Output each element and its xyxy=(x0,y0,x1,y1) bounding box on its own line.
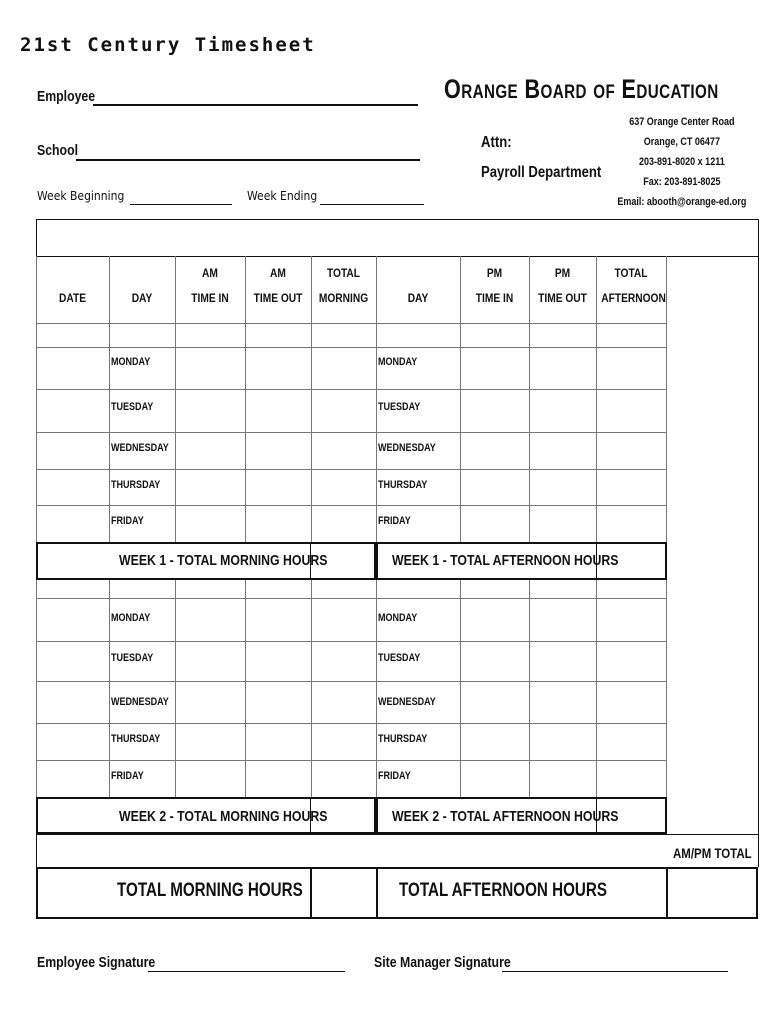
week-ending-field[interactable] xyxy=(320,204,424,205)
header-total-afternoon-2: AFTERNOON xyxy=(601,291,666,305)
header-total-morning-1: TOTAL xyxy=(326,266,361,280)
site-manager-signature-label: Site Manager Signature xyxy=(374,954,511,971)
address-city: Orange, CT 06477 xyxy=(643,136,720,148)
header-pm-time-in-2: TIME IN xyxy=(475,291,514,305)
w1-am-day-friday: FRIDAY xyxy=(111,515,144,527)
header-am-time-out-2: TIME OUT xyxy=(253,291,303,305)
w1-pm-day-monday: MONDAY xyxy=(378,356,418,368)
w1-am-day-wednesday: WEDNESDAY xyxy=(111,442,169,454)
week2-morning-total-label: WEEK 2 - TOTAL MORNING HOURS xyxy=(119,808,328,825)
w1-am-day-monday: MONDAY xyxy=(111,356,151,368)
attn-label: Attn: xyxy=(481,134,512,151)
header-total-afternoon-1: TOTAL xyxy=(614,266,648,280)
header-day-pm: DAY xyxy=(407,291,429,305)
w2-pm-day-tuesday: TUESDAY xyxy=(378,652,421,664)
header-pm-time-in-1: PM xyxy=(486,266,503,280)
employee-signature-label: Employee Signature xyxy=(37,954,156,971)
header-pm-time-out-1: PM xyxy=(554,266,571,280)
w2-am-day-wednesday: WEDNESDAY xyxy=(111,696,169,708)
w2-pm-day-thursday: THURSDAY xyxy=(378,733,428,745)
w2-am-day-monday: MONDAY xyxy=(111,612,151,624)
total-morning-hours-label: TOTAL MORNING HOURS xyxy=(117,880,303,901)
page-title: 21st Century Timesheet xyxy=(20,34,316,56)
address-street: 637 Orange Center Road xyxy=(628,116,735,128)
header-date: DATE xyxy=(58,291,87,305)
w2-pm-day-wednesday: WEDNESDAY xyxy=(378,696,436,708)
week1-morning-total-label: WEEK 1 - TOTAL MORNING HOURS xyxy=(119,552,328,569)
header-am-time-in-1: AM xyxy=(202,266,218,280)
address-block xyxy=(617,112,746,212)
ampm-total-label: AM/PM TOTAL xyxy=(673,845,752,861)
school-label: School xyxy=(37,142,79,159)
address-phone: 203-891-8020 x 1211 xyxy=(638,156,725,168)
week2-afternoon-total-label: WEEK 2 - TOTAL AFTERNOON HOURS xyxy=(392,808,619,825)
school-field[interactable] xyxy=(76,159,420,161)
week-beginning-label: Week Beginning xyxy=(37,189,125,203)
employee-signature-line[interactable] xyxy=(148,971,345,972)
w1-pm-day-thursday: THURSDAY xyxy=(378,479,428,491)
header-am-time-in-2: TIME IN xyxy=(191,291,229,305)
address-email: Email: abooth@orange-ed.org xyxy=(616,196,746,208)
total-afternoon-hours-label: TOTAL AFTERNOON HOURS xyxy=(399,880,608,901)
header-total-morning-2: MORNING xyxy=(318,291,369,305)
w1-am-day-tuesday: TUESDAY xyxy=(111,401,154,413)
week-ending-label: Week Ending xyxy=(247,189,318,203)
site-manager-signature-line[interactable] xyxy=(502,971,728,972)
week-beginning-field[interactable] xyxy=(130,204,232,205)
w1-pm-day-friday: FRIDAY xyxy=(378,515,411,527)
w2-pm-day-monday: MONDAY xyxy=(378,612,418,624)
w2-pm-day-friday: FRIDAY xyxy=(378,770,411,782)
w1-am-day-thursday: THURSDAY xyxy=(111,479,161,491)
header-am-time-out-1: AM xyxy=(270,266,286,280)
organization-name: Orange Board of Education xyxy=(444,74,719,104)
header-pm-time-out-2: TIME OUT xyxy=(538,291,587,305)
w2-am-day-thursday: THURSDAY xyxy=(111,733,161,745)
w2-am-day-friday: FRIDAY xyxy=(111,770,144,782)
week1-afternoon-total-label: WEEK 1 - TOTAL AFTERNOON HOURS xyxy=(392,552,619,569)
header-day-am: DAY xyxy=(131,291,153,305)
w1-pm-day-tuesday: TUESDAY xyxy=(378,401,421,413)
address-fax: Fax: 203-891-8025 xyxy=(642,176,721,188)
employee-label: Employee xyxy=(37,88,96,105)
w1-pm-day-wednesday: WEDNESDAY xyxy=(378,442,436,454)
w2-am-day-tuesday: TUESDAY xyxy=(111,652,154,664)
attn-department: Payroll Department xyxy=(481,164,602,181)
employee-field[interactable] xyxy=(93,104,418,106)
